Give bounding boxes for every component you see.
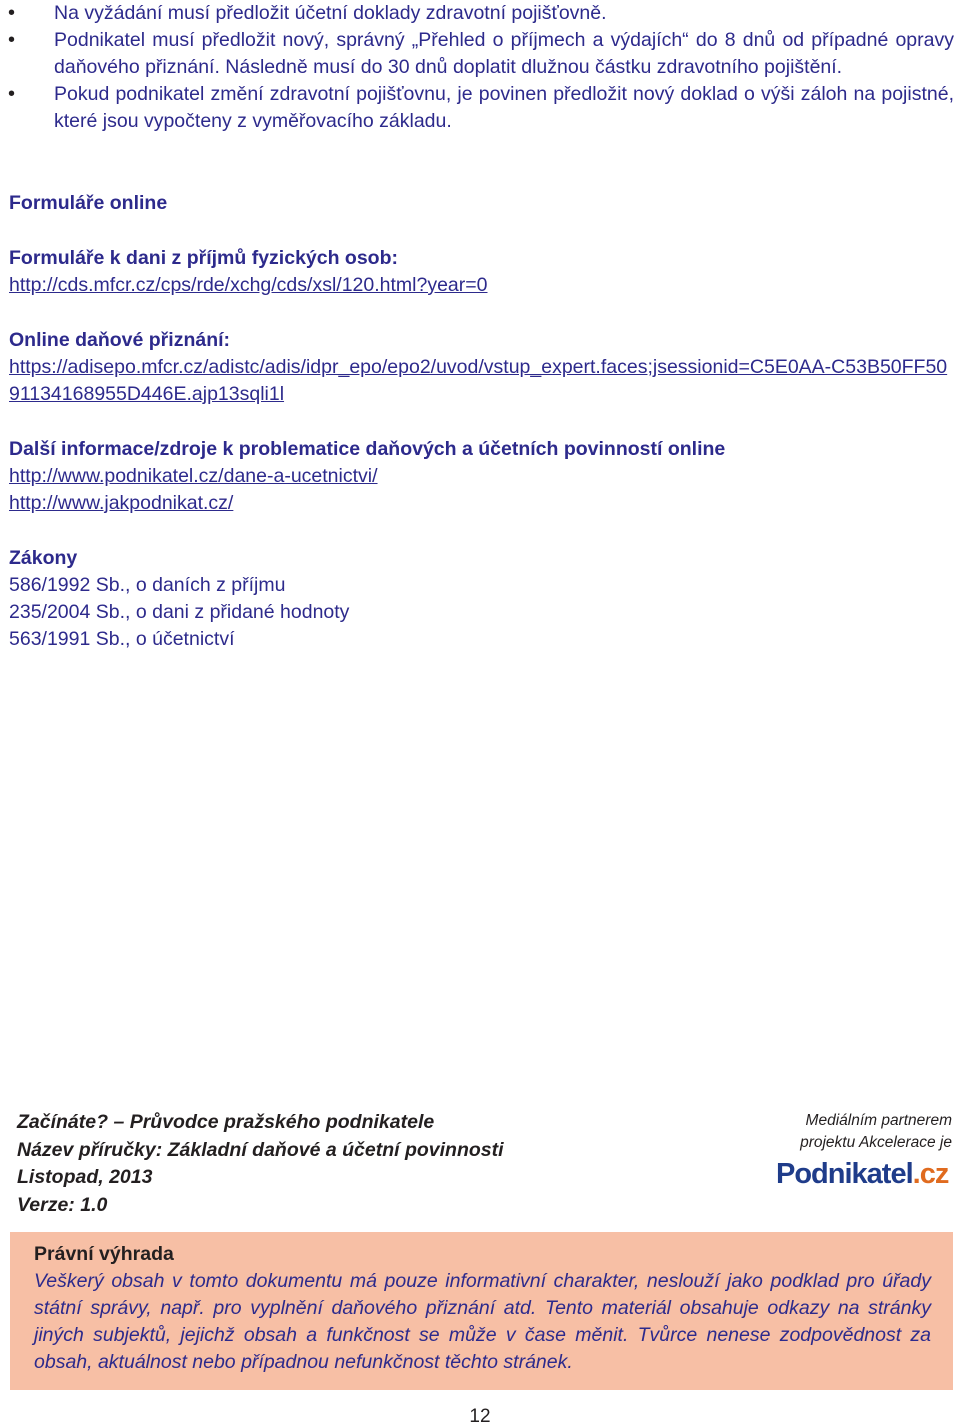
laws-block bbox=[9, 545, 954, 653]
online-return-block bbox=[9, 327, 954, 408]
logo-tld: .cz bbox=[912, 1158, 949, 1190]
law-item: 586/1992 Sb., o daních z příjmu bbox=[9, 574, 286, 596]
page-number: 12 bbox=[469, 1406, 491, 1427]
bullet-item: • Na vyžádání musí předložit účetní doklady zdravotní pojišťovně. bbox=[8, 0, 954, 27]
publish-date: Listopad, 2013 bbox=[17, 1166, 153, 1188]
personal-tax-link[interactable]: http://cds.mfcr.cz/cps/rde/xchg/cds/xsl/120.html?year=0 bbox=[9, 274, 488, 296]
partner-line: Mediálním partnerem bbox=[805, 1112, 952, 1129]
personal-tax-block bbox=[9, 245, 954, 299]
bullet-item: • Pokud podnikatel změní zdravotní pojišťovnu, je povinen předložit nový doklad o výši záloh na pojistné, které jsou vypočteny z vyměřovacího základu. bbox=[8, 81, 954, 135]
handbook-name: Název příručky: Základní daňové a účetní povinnosti bbox=[17, 1138, 504, 1161]
disclaimer-text: Veškerý obsah v tomto dokumentu má pouze informativní charakter, neslouží jako podklad pro úřady státní správy, např. pro vyplnění daňového přiznání atd. Tento materiál obsahuje odkazy na stránky jiných subjektů, jejichž obsah a funkčnost se může v čase měnit. Tvůrce nenese zodpovědnost za obsah, aktuálnost nebo případnou nefunkčnost těchto stránek. bbox=[34, 1270, 931, 1373]
more-info-heading: Další informace/zdroje k problematice daňových a účetních povinností online bbox=[9, 438, 726, 460]
logo-main: Podnikatel bbox=[776, 1158, 913, 1190]
legal-disclaimer-box bbox=[10, 1232, 953, 1390]
online-return-link[interactable]: https://adisepo.mfcr.cz/adistc/adis/idpr_epo/epo2/uvod/vstup_expert.faces;jsessionid=C5E0AA-C53B50FF5091134168955D446E.ajp13sqli1l bbox=[9, 356, 948, 405]
podnikatel-link[interactable]: http://www.podnikatel.cz/dane-a-ucetnictvi/ bbox=[9, 465, 378, 487]
version: Verze: 1.0 bbox=[17, 1193, 108, 1216]
personal-tax-label: Formuláře k dani z příjmů fyzických osob: bbox=[9, 247, 399, 269]
bullet-list bbox=[8, 0, 954, 135]
forms-online-heading: Formuláře online bbox=[9, 192, 168, 214]
laws-heading: Zákony bbox=[9, 547, 78, 569]
disclaimer-title: Právní výhrada bbox=[34, 1243, 174, 1265]
partner-line: projektu Akcelerace je bbox=[800, 1134, 952, 1151]
podnikatel-logo bbox=[776, 1158, 952, 1190]
forms-online-section bbox=[9, 190, 954, 217]
bullet-item: • Podnikatel musí předložit nový, správný „Přehled o příjmech a výdajích“ do 8 dnů od případné opravy daňového přiznání. Následně musí do 30 dnů doplatit dlužnou částku zdravotního pojištění. bbox=[8, 27, 954, 81]
online-return-label: Online daňové přiznání: bbox=[9, 329, 231, 351]
guide-title: Začínáte? – Průvodce pražského podnikatele bbox=[17, 1111, 435, 1133]
more-info-block bbox=[9, 436, 954, 517]
jakpodnikat-link[interactable]: http://www.jakpodnikat.cz/ bbox=[9, 492, 234, 514]
media-partner-text bbox=[800, 1110, 952, 1154]
law-item: 235/2004 Sb., o dani z přidané hodnoty bbox=[9, 601, 350, 623]
law-item: 563/1991 Sb., o účetnictví bbox=[9, 628, 235, 650]
document-info bbox=[17, 1109, 504, 1219]
